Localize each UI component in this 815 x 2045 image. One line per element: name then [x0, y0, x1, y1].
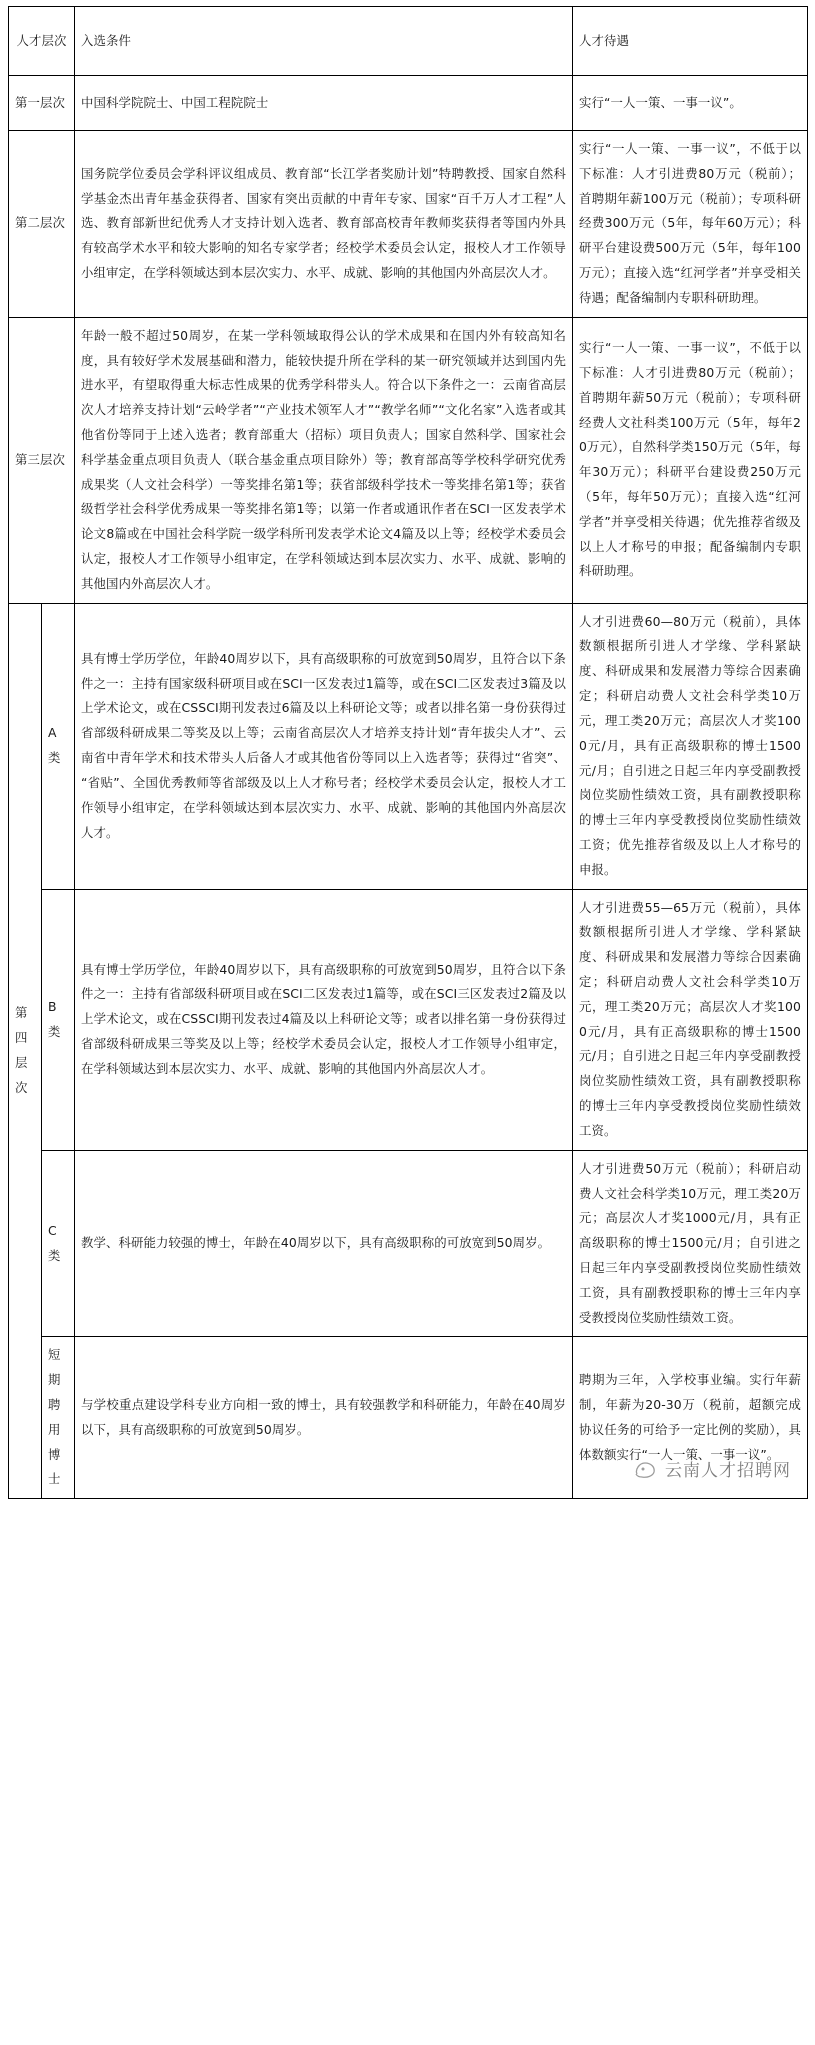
table-row: [9, 131, 808, 318]
watermark-text: 云南人才招聘网: [665, 1461, 791, 1482]
treatment-class-c: 人才引进费50万元（税前）；科研启动费人文社会科学类10万元，理工类20万元；高层次人才奖1000元/月，具有正高级职称的博士1500元/月；自引进之日起三年内享受副教授岗位奖励性绩效工资，具有副教授职称的博士三年内享受教授岗位奖励性绩效工资。: [573, 1150, 808, 1337]
table-row: [9, 603, 808, 889]
condition-third: 年龄一般不超过50周岁，在某一学科领域取得公认的学术成果和在国内外有较高知名度，具有较好学术发展基础和潜力，能较快提升所在学科的某一研究领域并达到国内先进水平，有望取得重大标志性成果的优秀学科带头人。符合以下条件之一：云南省高层次人才培养支持计划“云岭学者”“产业技术领军人才”“教学名师”“文化名家”入选者或其他省份等同于上述入选者；教育部重大（招标）项目负责人；国家自然科学、国家社会科学基金重点项目负责人（联合基金重点项目除外）等；教育部高等学校科学研究优秀成果奖（人文社会科学）一等奖排名第1等；获省部级科学技术一等奖排名第1等；获省级哲学社会科学优秀成果一等奖排名第1等；以第一作者或通讯作者在SCI一区发表学术论文8篇或在中国社会科学院一级学科所刊发表学术论文4篇及以上等；经校学术委员会认定，报校人才工作领导小组审定，在学科领域达到本层次实力、水平、成就、影响的其他国内外高层次人才。: [75, 317, 573, 603]
class-label-c: C类: [42, 1150, 75, 1337]
table-row: [9, 889, 808, 1150]
treatment-class-b: 人才引进费55—65万元（税前），具体数额根据所引进人才学缘、学科紧缺度、科研成果和发展潜力等综合因素确定；科研启动费人文社会科学类10万元，理工类20万元；高层次人才奖1000元/月，具有正高级职称的博士1500元/月；自引进之日起三年内享受副教授岗位奖励性绩效工资，具有副教授职称的博士三年内享受教授岗位奖励性绩效工资。: [573, 889, 808, 1150]
header-condition: 入选条件: [75, 7, 573, 76]
condition-class-c: 教学、科研能力较强的博士，年龄在40周岁以下，具有高级职称的可放宽到50周岁。: [75, 1150, 573, 1337]
condition-short-term-doctor: 与学校重点建设学科专业方向相一致的博士，具有较强教学和科研能力，年龄在40周岁以下，具有高级职称的可放宽到50周岁。: [75, 1337, 573, 1499]
condition-class-a: 具有博士学历学位，年龄40周岁以下，具有高级职称的可放宽到50周岁，且符合以下条件之一：主持有国家级科研项目或在SCI一区发表过1篇等，或在SCI二区发表过3篇及以上学术论文，或在CSSCI期刊发表过6篇及以上科研论文等；或者以排名第一身份获得过省部级科研成果二等奖及以上等；云南省高层次人才培养支持计划“青年拔尖人才”、云南省中青年学术和技术带头人后备人才或其他省份等同以上入选者等；获得过“省突”、“省贴”、全国优秀教师等省部级及以上人才称号者；经校学术委员会认定，报校人才工作领导小组审定，在学科领域达到本层次实力、水平、成就、影响的其他国内外高层次人才。: [75, 603, 573, 889]
treatment-third: 实行“一人一策、一事一议”，不低于以下标准：人才引进费80万元（税前）；首聘期年薪50万元（税前）；专项科研经费人文社科类100万元（5年，每年20万元），自然科学类150万元（5年，每年30万元）；科研平台建设费250万元（5年，每年50万元）；直接入选“红河学者”并享受相关待遇；优先推荐省级及以上人才称号的申报；配备编制内专职科研助理。: [573, 317, 808, 603]
header-tier: 人才层次: [9, 7, 75, 76]
table-row: [9, 76, 808, 131]
condition-class-b: 具有博士学历学位，年龄40周岁以下，具有高级职称的可放宽到50周岁，且符合以下条件之一：主持有省部级科研项目或在SCI二区发表过1篇等，或在SCI三区发表过2篇及以上学术论文，或在CSSCI期刊发表过4篇及以上科研论文等；或者以排名第一身份获得过省部级科研成果三等奖及以上等；经校学术委员会认定，报校人才工作领导小组审定，在学科领域达到本层次实力、水平、成就、影响的其他国内外高层次人才。: [75, 889, 573, 1150]
class-label-b: B类: [42, 889, 75, 1150]
condition-first: 中国科学院院士、中国工程院院士: [75, 76, 573, 131]
treatment-first: 实行“一人一策、一事一议”。: [573, 76, 808, 131]
condition-second: 国务院学位委员会学科评议组成员、教育部“长江学者奖励计划”特聘教授、国家自然科学基金杰出青年基金获得者、国家有突出贡献的中青年专家、国家“百千万人才工程”人选、教育部新世纪优秀人才支持计划入选者、教育部高校青年教师奖获得者等国内外具有较高学术水平和较大影响的知名专家学者；经校学术委员会认定，报校人才工作领导小组审定，在学科领域达到本层次实力、水平、成就、影响的其他国内外高层次人才。: [75, 131, 573, 318]
table-header-row: [9, 7, 808, 76]
header-treatment: 人才待遇: [573, 7, 808, 76]
table-row: [9, 1150, 808, 1337]
tier-label-fourth: 第四层次: [9, 603, 42, 1499]
treatment-short-term-doctor: 聘期为三年，入学校事业编。实行年薪制，年薪为20-30万（税前，超额完成协议任务的可给予一定比例的奖励），具体数额实行“一人一策、一事一议”。: [573, 1337, 808, 1499]
tier-label-third: 第三层次: [9, 317, 75, 603]
tier-label-second: 第二层次: [9, 131, 75, 318]
treatment-second: 实行“一人一策、一事一议”，不低于以下标准：人才引进费80万元（税前）；首聘期年薪100万元（税前）；专项科研经费300万元（5年，每年60万元）；科研平台建设费500万元（5年，每年100万元）；直接入选“红河学者”并享受相关待遇；配备编制内专职科研助理。: [573, 131, 808, 318]
tier-label-first: 第一层次: [9, 76, 75, 131]
treatment-class-a: 人才引进费60—80万元（税前），具体数额根据所引进人才学缘、学科紧缺度、科研成果和发展潜力等综合因素确定；科研启动费人文社会科学类10万元，理工类20万元；高层次人才奖1000元/月，具有正高级职称的博士1500元/月；自引进之日起三年内享受副教授岗位奖励性绩效工资，具有副教授职称的博士三年内享受教授岗位奖励性绩效工资；优先推荐省级及以上人才称号的申报。: [573, 603, 808, 889]
class-label-a: A类: [42, 603, 75, 889]
table-row: [9, 1337, 808, 1499]
talent-benefits-table: [8, 6, 808, 1499]
class-label-short-term-doctor: 短期聘用博士: [42, 1337, 75, 1499]
table-row: [9, 317, 808, 603]
